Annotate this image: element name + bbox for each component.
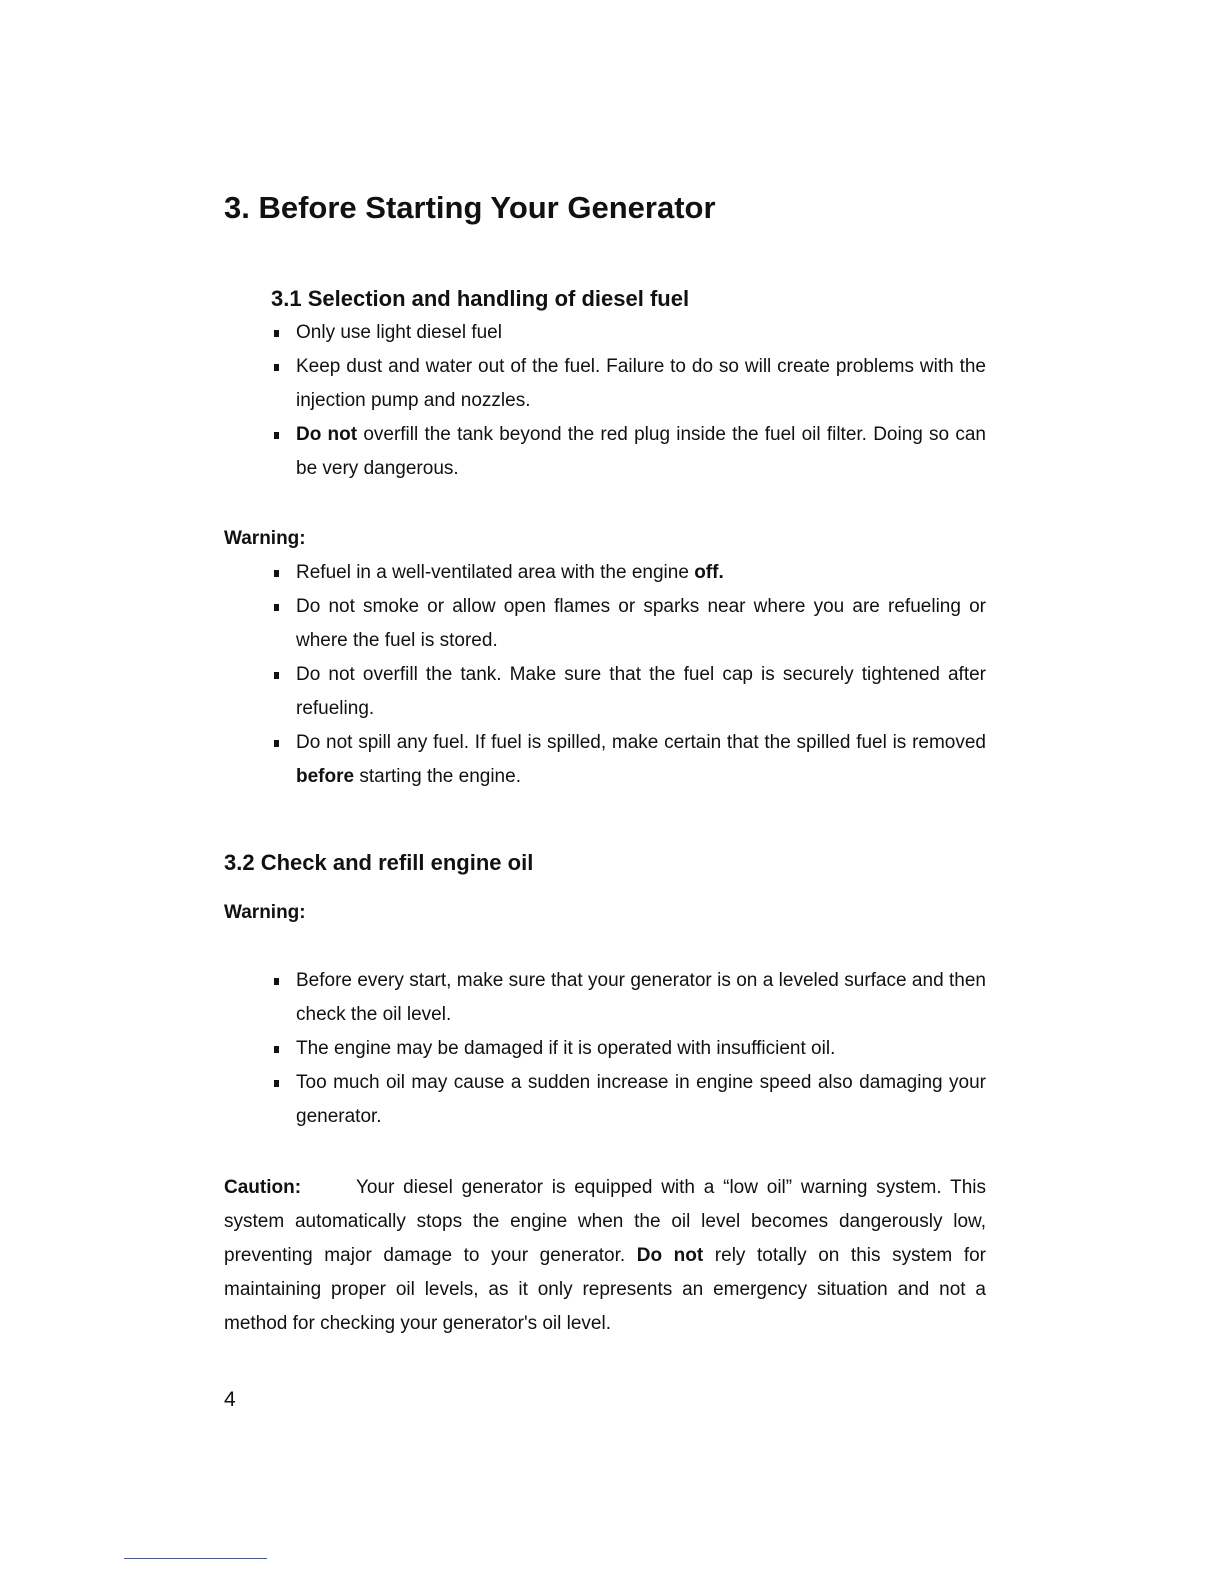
page-number: 4 <box>224 1388 236 1411</box>
bullet-icon <box>274 740 279 747</box>
list-item <box>296 590 986 658</box>
list-item <box>296 350 986 418</box>
list-item <box>296 726 986 794</box>
bullet-icon <box>274 978 279 985</box>
bullet-icon <box>274 330 279 337</box>
bullet-icon <box>274 364 279 371</box>
bullet-icon <box>274 570 279 577</box>
bullet-icon <box>274 672 279 679</box>
bullet-icon <box>274 1046 279 1053</box>
refuel-warning-list <box>296 556 986 794</box>
list-item <box>296 658 986 726</box>
list-item-text: The engine may be damaged if it is operated with insufficient oil. <box>296 1038 836 1059</box>
bullet-icon <box>274 1080 279 1087</box>
list-item <box>296 418 986 486</box>
list-item-text: Refuel in a well-ventilated area with the engine <box>296 562 695 583</box>
page-title: 3. Before Starting Your Generator <box>224 190 716 225</box>
list-item-text: Before every start, make sure that your generator is on a leveled surface and then check the oil level. <box>296 970 986 1025</box>
emphasis-text: before <box>296 766 355 787</box>
list-item-text: Only use light diesel fuel <box>296 322 502 343</box>
footnote-divider <box>124 1558 267 1559</box>
list-item <box>296 964 986 1032</box>
list-item-text: Do not spill any fuel. If fuel is spilled, make certain that the spilled fuel is removed <box>296 732 986 753</box>
oil-warning-list <box>296 964 986 1134</box>
warning-label: Warning: <box>224 528 306 549</box>
bullet-icon <box>274 432 279 439</box>
section-3-1-heading: 3.1 Selection and handling of diesel fuel <box>271 286 690 311</box>
caution-label: Caution: <box>224 1177 302 1198</box>
caution-text: Your diesel generator is equipped with a “low oil” warning system. This system automatically stops the engine when the oil level becomes dangerously low, preventing major damage to your generator. <box>224 1177 986 1266</box>
list-item-text: Too much oil may cause a sudden increase in engine speed also damaging your generator. <box>296 1072 986 1127</box>
list-item-text: overfill the tank beyond the red plug inside the fuel oil filter. Doing so can be very dangerous. <box>296 424 986 479</box>
section-3-2-heading: 3.2 Check and refill engine oil <box>224 850 534 875</box>
list-item <box>296 316 986 350</box>
list-item-text: Do not smoke or allow open flames or sparks near where you are refueling or where the fuel is stored. <box>296 596 986 651</box>
list-item-text: Do not overfill the tank. Make sure that the fuel cap is securely tightened after refueling. <box>296 664 986 719</box>
emphasis-text: Do not <box>636 1245 704 1266</box>
emphasis-text: Do not <box>296 424 358 445</box>
list-item-text: starting the engine. <box>354 766 521 787</box>
list-item <box>296 1032 986 1066</box>
list-item <box>296 556 986 590</box>
warning-label: Warning: <box>224 902 306 923</box>
bullet-icon <box>274 604 279 611</box>
emphasis-text: off. <box>694 562 724 583</box>
caution-text: rely totally on this system for maintaining proper oil levels, as it only represents an emergency situation and not a method for checking your generator's oil level. <box>224 1245 986 1334</box>
list-item <box>296 1066 986 1134</box>
list-item-text: Keep dust and water out of the fuel. Failure to do so will create problems with the injection pump and nozzles. <box>296 356 986 411</box>
fuel-handling-list <box>296 316 986 486</box>
caution-paragraph <box>224 1171 986 1341</box>
